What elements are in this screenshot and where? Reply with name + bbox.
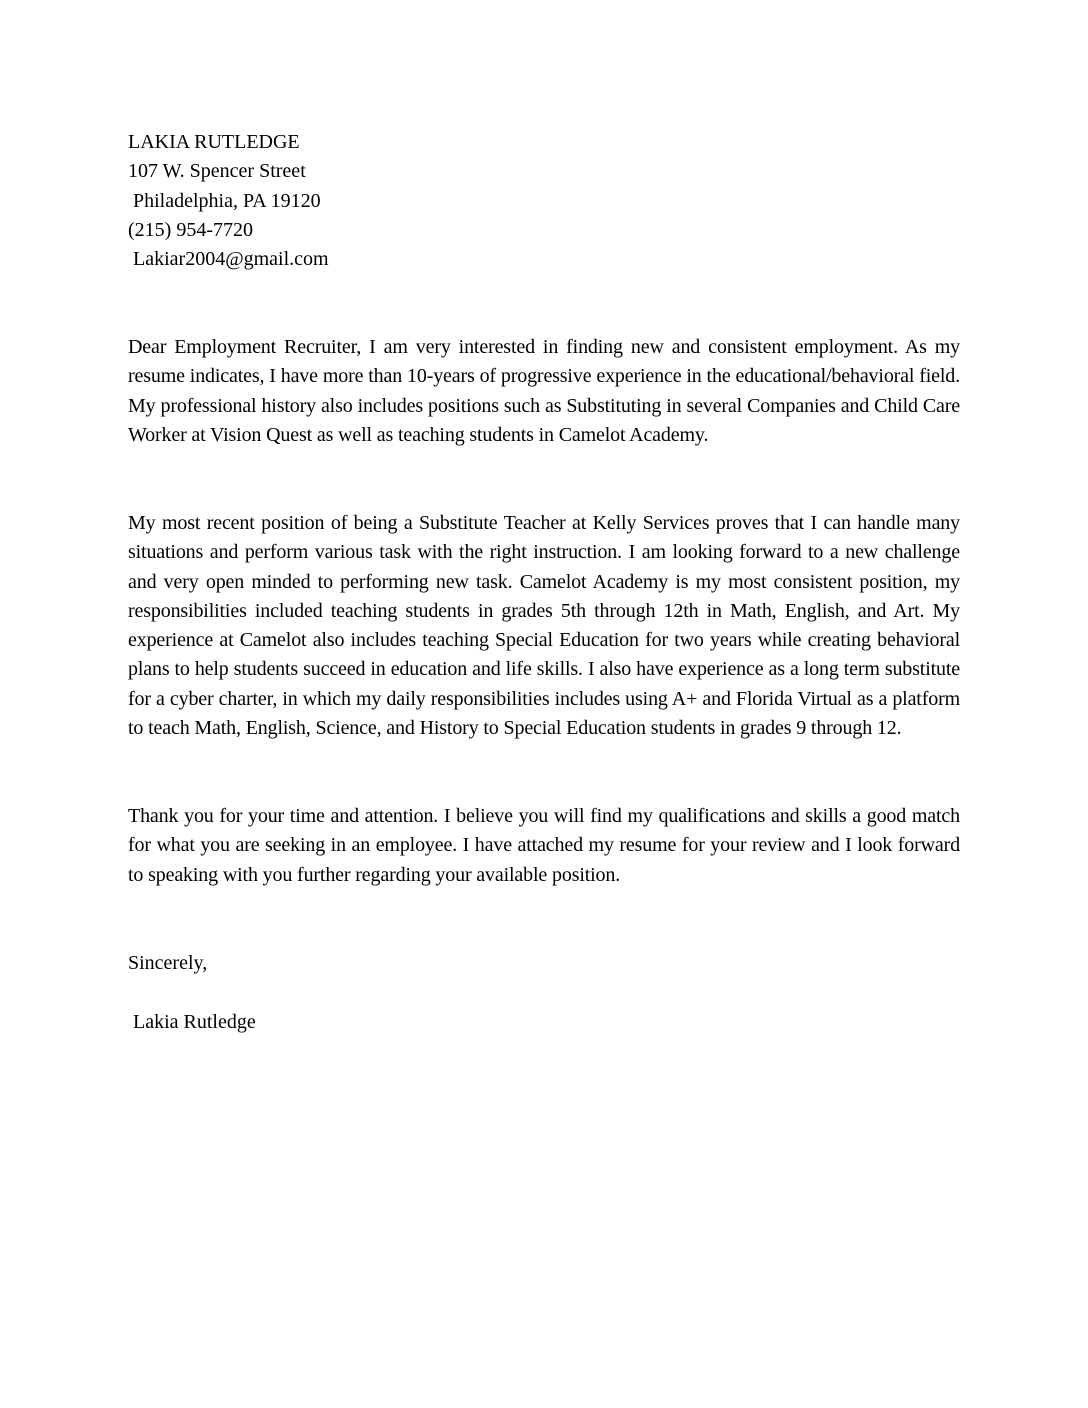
sender-email: Lakiar2004@gmail.com <box>133 248 329 271</box>
signature-name: Lakia Rutledge <box>133 1011 256 1033</box>
sender-name: LAKIA RUTLEDGE <box>128 131 300 153</box>
closing-salutation: Sincerely, <box>128 952 208 974</box>
sender-phone: (215) 954-7720 <box>128 218 253 241</box>
paragraph-experience: My most recent position of being a Substitute Teacher at Kelly Services proves that I can handle many situations and perform various task with the right instruction. I am looking forward to a new challenge and very open minded to performing new task. Camelot Academy is my most consistent position, my responsibilities included teaching students in grades 5th through 12th in Math, English, and Art. My experience at Camelot also includes teaching Special Education for two years while creating behavioral plans to help students succeed in education and life skills. I also have experience as a long term substitute for a cyber charter, in which my daily responsibilities includes using A+ and Florida Virtual as a platform to teach Math, English, Science, and History to Special Education students in grades 9 through 12. <box>128 512 960 740</box>
sender-contact-block <box>128 128 329 274</box>
paragraph-thank-you: Thank you for your time and attention. I believe you will find my qualifications and skills a good match for what you are seeking in an employee. I have attached my resume for your review and I look forward to speaking with you further regarding your available position. <box>128 805 960 886</box>
sender-city-state-zip: Philadelphia, PA 19120 <box>133 189 321 212</box>
sender-street: 107 W. Spencer Street <box>128 160 306 183</box>
paragraph-introduction: Dear Employment Recruiter, I am very interested in finding new and consistent employment. As my resume indicates, I have more than 10-years of progressive experience in the educational/behavioral field. My professional history also includes positions such as Substituting in several Companies and Child Care Worker at Vision Quest as well as teaching students in Camelot Academy. <box>128 336 960 446</box>
